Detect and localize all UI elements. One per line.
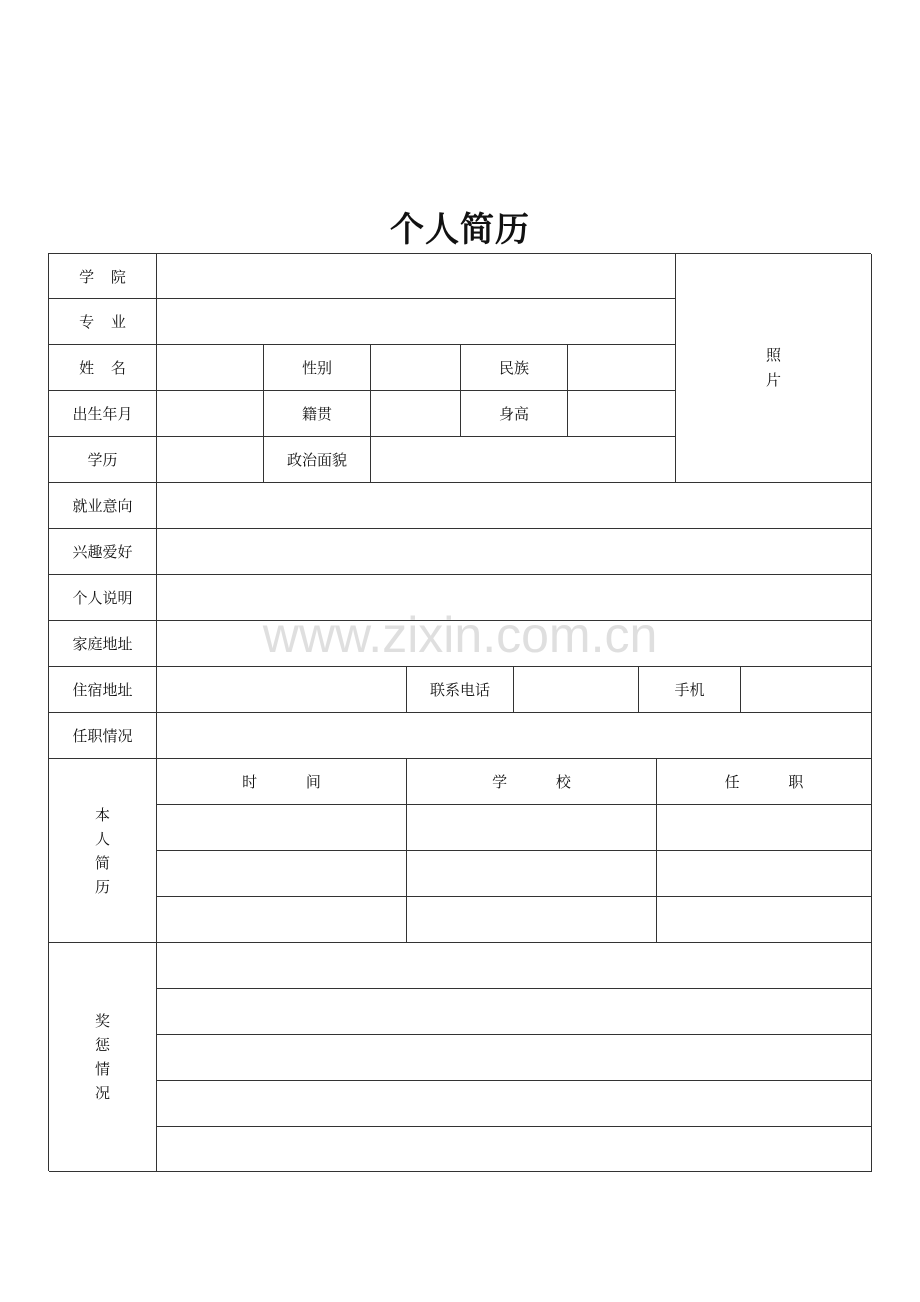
height-field[interactable] [568,391,676,437]
major-field[interactable] [157,299,676,345]
hobbies-field[interactable] [157,529,872,575]
name-field[interactable] [157,345,264,391]
home-address-field[interactable] [157,621,872,667]
gender-label: 性别 [264,345,371,391]
page-title: 个人简历 [390,210,530,250]
resume-header-school: 学 校 [407,759,657,805]
political-field[interactable] [371,437,676,483]
political-label: 政治面貌 [264,437,371,483]
position-field[interactable] [157,713,872,759]
college-label: 学 院 [49,254,157,299]
education-label: 学历 [49,437,157,483]
awards-row[interactable] [157,1035,872,1081]
gender-field[interactable] [371,345,461,391]
resume-section-text: 本人简历 [95,805,111,896]
education-field[interactable] [157,437,264,483]
height-label: 身高 [461,391,568,437]
awards-row[interactable] [157,989,872,1035]
personal-statement-field[interactable] [157,575,872,621]
awards-row[interactable] [157,1081,872,1127]
ethnicity-field[interactable] [568,345,676,391]
resume-role-cell[interactable] [657,805,872,851]
resume-form [48,253,871,1171]
job-intention-field[interactable] [157,483,872,529]
watermark: www.zixin.com.cn [262,607,658,663]
resume-time-cell[interactable] [157,851,407,897]
personal-statement-label: 个人说明 [49,575,157,621]
college-field[interactable] [157,254,676,299]
native-place-field[interactable] [371,391,461,437]
photo-label: 照片 [766,346,782,389]
native-place-label: 籍贯 [264,391,371,437]
birth-label: 出生年月 [49,391,157,437]
resume-role-cell[interactable] [657,897,872,943]
awards-row[interactable] [157,943,872,989]
resume-section-label [49,759,157,943]
name-label: 姓 名 [49,345,157,391]
resume-header-role: 任 职 [657,759,872,805]
birth-field[interactable] [157,391,264,437]
major-label: 专 业 [49,299,157,345]
home-address-label: 家庭地址 [49,621,157,667]
awards-row[interactable] [157,1127,872,1172]
resume-school-cell[interactable] [407,851,657,897]
mobile-label: 手机 [639,667,741,713]
photo-box[interactable] [676,254,872,483]
position-label: 任职情况 [49,713,157,759]
resume-header-time: 时 间 [157,759,407,805]
resume-role-cell[interactable] [657,851,872,897]
hobbies-label: 兴趣爱好 [49,529,157,575]
resume-time-cell[interactable] [157,805,407,851]
awards-section-label [49,943,157,1172]
resume-time-cell[interactable] [157,897,407,943]
ethnicity-label: 民族 [461,345,568,391]
mobile-field[interactable] [741,667,872,713]
phone-label: 联系电话 [407,667,514,713]
phone-field[interactable] [514,667,639,713]
dorm-address-field[interactable] [157,667,407,713]
resume-school-cell[interactable] [407,805,657,851]
awards-section-text: 奖惩情况 [95,1012,111,1102]
job-intention-label: 就业意向 [49,483,157,529]
resume-school-cell[interactable] [407,897,657,943]
dorm-address-label: 住宿地址 [49,667,157,713]
